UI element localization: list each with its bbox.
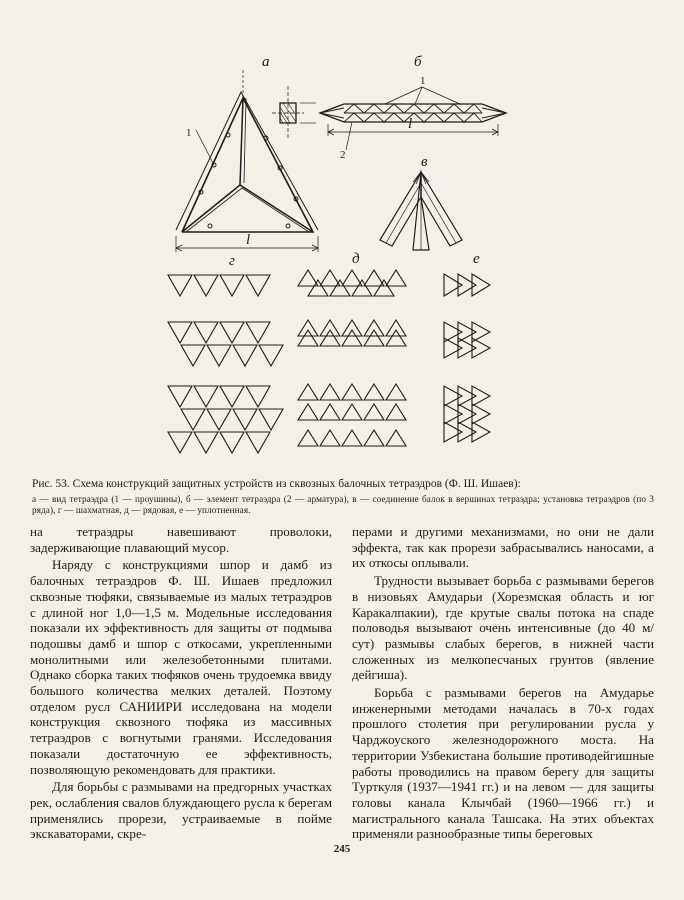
paragraph: Трудности вызывает борьба с размывами берегов в низовьях Амударьи (Хорезмская область и юг Каракалпакии), где крутые свалы потока на спаде половодья вызывают очень интенсивные (до 40 м/сут) размывы слабых берегов, в нижней части сложенных из мелкопесчаных грунтов (явление дейгиша). <box>352 573 654 683</box>
text-column-left <box>30 524 332 842</box>
tetrahedron-view-a <box>176 70 318 252</box>
figure-caption: Рис. 53. Схема конструкций защитных устройств из сквозных балочных тетраэдров (Ф. Ш. Ишаев): <box>32 478 521 490</box>
label-v: в <box>421 154 428 170</box>
checkerboard-arrangement-g <box>168 275 283 453</box>
label-d: д <box>352 251 360 267</box>
dimension-l-b: l <box>408 116 413 132</box>
paragraph: Наряду с конструкциями шпор и дамб из балочных тетраэдров Ф. Ш. Ишаев предложил сквозные тюфяки, связываемые из малых тетраэдров с длиной ног 1,0—1,5 м. Модельные исследования показали их эффективность для защиты от подмыва подошвы дамб и шпор с откосами, укрепленными монолитными или железобетонными плитами. Однако сборка таких тюфяков очень трудоемка ввиду большого количества мелких деталей. Поэтому отделом русл САНИИРИ исследована на модели конструкция сквозного тюфяка из массивных тетраэдров с вогнутыми гранями. Исследования показали достаточную ее эффективность, позволяющую рекомендовать для практики. <box>30 557 332 777</box>
number-1-left: 1 <box>186 127 192 139</box>
paragraph: Борьба с размывами берегов на Амударье инженерными методами началась в 70-х годах прошлого столетия при регулировании русла у Чарджоуского железнодорожного моста. На территории Узбекистана большие противодейгишные работы проводились на правом берегу для защиты Турткуля (1937—1941 гг.) и на левом — для защиты головы канала Клычбай (1960—1966 гг.) и магистрального канала Ташсака. На этих объектах применяли разнообразные типы береговых <box>352 685 654 842</box>
tetrahedron-element-b-beam <box>320 87 506 150</box>
label-b: б <box>414 54 422 70</box>
tetrahedron-element-b-section <box>272 86 316 140</box>
number-2: 2 <box>340 149 346 161</box>
row-arrangement-d <box>298 270 406 446</box>
text-column-right <box>352 524 654 842</box>
compacted-arrangement-e <box>444 274 490 442</box>
label-g: г <box>229 253 235 269</box>
dimension-l-a: l <box>246 232 251 248</box>
label-a: а <box>262 54 270 70</box>
paragraph: Для борьбы с размывами на предгорных участках рек, ослабления свалов блуждающего русла к берегам применялись прорези, устраиваемые в пойме экскаваторами, скре- <box>30 779 332 842</box>
page-number: 245 <box>333 843 351 855</box>
apex-junction-v <box>380 172 462 250</box>
paragraph: на тетраэдры навешивают проволоки, задерживающие плавающий мусор. <box>30 524 332 555</box>
figure-legend: а — вид тетраэдра (1 — проушины), б — элемент тетраэдра (2 — арматура), в — соединение балок в вершинах тетраэдра; установка тетраэдров (по 3 ряда), г — шахматная, д — рядовая, е — уплотненная. <box>32 494 654 515</box>
number-1-right: 1 <box>420 75 426 87</box>
paragraph: перами и другими механизмами, но они не дали эффекта, так как прорези забрасывались наносами, а их откосы оплывали. <box>352 524 654 571</box>
label-e: е <box>473 251 480 267</box>
